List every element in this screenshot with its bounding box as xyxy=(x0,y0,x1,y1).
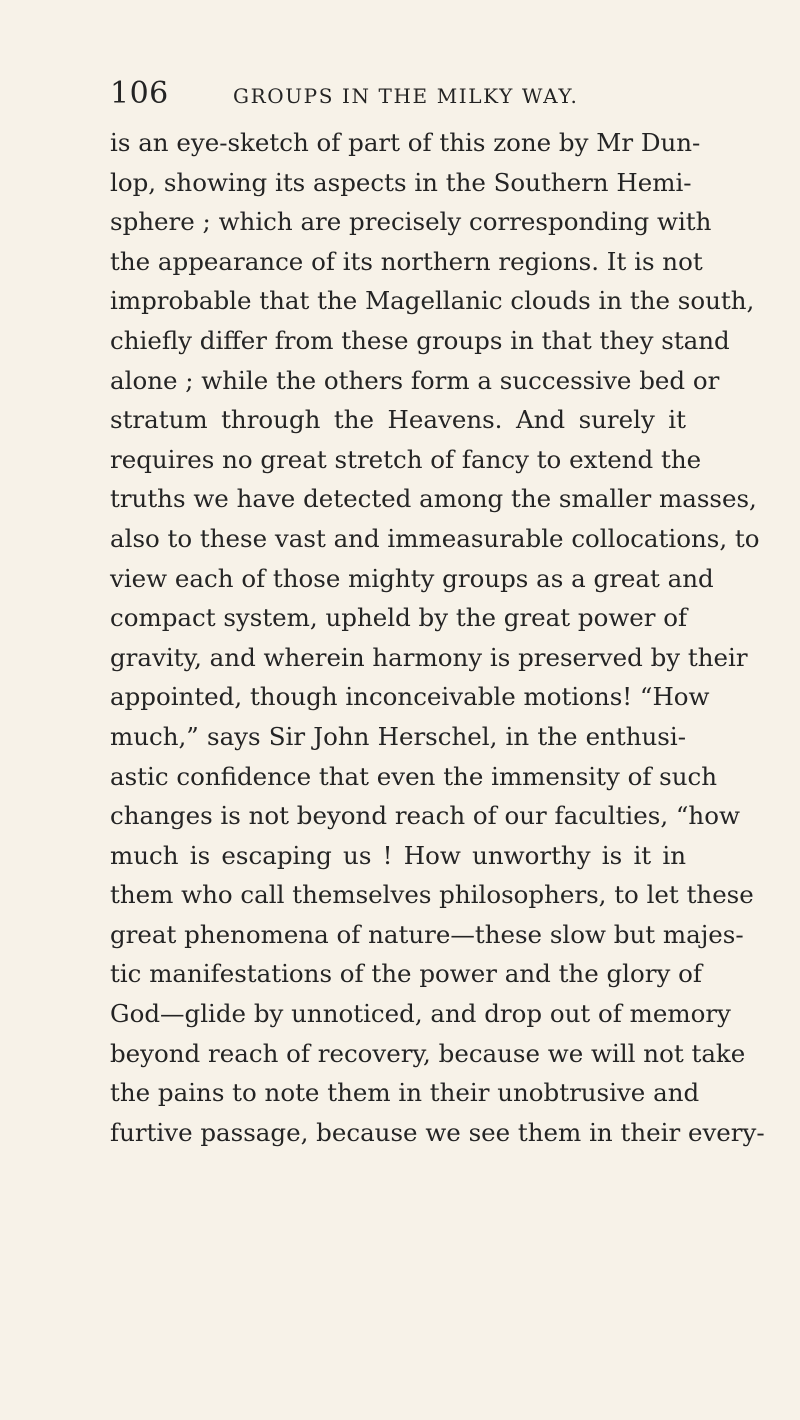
text-line: alone ; while the others form a successive bed or xyxy=(110,365,720,395)
running-title: GROUPS IN THE MILKY WAY. xyxy=(233,84,579,108)
text-line: also to these vast and immeasurable collocations, to xyxy=(110,523,760,553)
text-line: great phenomena of nature—these slow but majes- xyxy=(110,919,744,949)
text-line: is an eye-sketch of part of this zone by Mr Dun- xyxy=(110,128,701,157)
text-line: changes is not beyond reach of our faculties, “how xyxy=(110,801,740,831)
text-line: stratum through the Heavens. And surely it xyxy=(110,405,686,435)
text-line: the appearance of its northern regions. It is not xyxy=(110,246,703,276)
text-line: them who call themselves philosophers, to let these xyxy=(110,880,754,910)
text-line: requires no great stretch of fancy to extend the xyxy=(110,444,702,474)
text-line: truths we have detected among the smaller masses, xyxy=(110,484,757,514)
text-line: furtive passage, because we see them in their every- xyxy=(110,1117,765,1147)
text-line: chiefly differ from these groups in that they stand xyxy=(110,325,730,355)
page-number: 106 xyxy=(110,76,169,111)
text-line: appointed, though inconceivable motions! “How xyxy=(110,682,710,712)
text-line: improbable that the Magellanic clouds in the south, xyxy=(110,286,755,316)
text-line: tic manifestations of the power and the glory of xyxy=(110,959,702,989)
text-line: beyond reach of recovery, because we will not take xyxy=(110,1038,746,1068)
text-line: gravity, and wherein harmony is preserved by their xyxy=(110,642,748,672)
text-line: astic confidence that even the immensity of such xyxy=(110,761,718,791)
text-line: much is escaping us ! How unworthy is it in xyxy=(110,840,686,870)
text-line: view each of those mighty groups as a great and xyxy=(110,563,714,593)
text-line: the pains to note them in their unobtrusive and xyxy=(110,1078,700,1108)
text-line: sphere ; which are precisely corresponding with xyxy=(110,207,712,237)
text-line: God—glide by unnoticed, and drop out of memory xyxy=(110,999,731,1029)
text-line: lop, showing its aspects in the Southern Hemi- xyxy=(110,167,692,197)
text-line: compact system, upheld by the great power of xyxy=(110,603,688,633)
page-header xyxy=(110,74,710,114)
body-text xyxy=(110,123,765,1152)
text-line: much,” says Sir John Herschel, in the enthusi- xyxy=(110,721,686,751)
